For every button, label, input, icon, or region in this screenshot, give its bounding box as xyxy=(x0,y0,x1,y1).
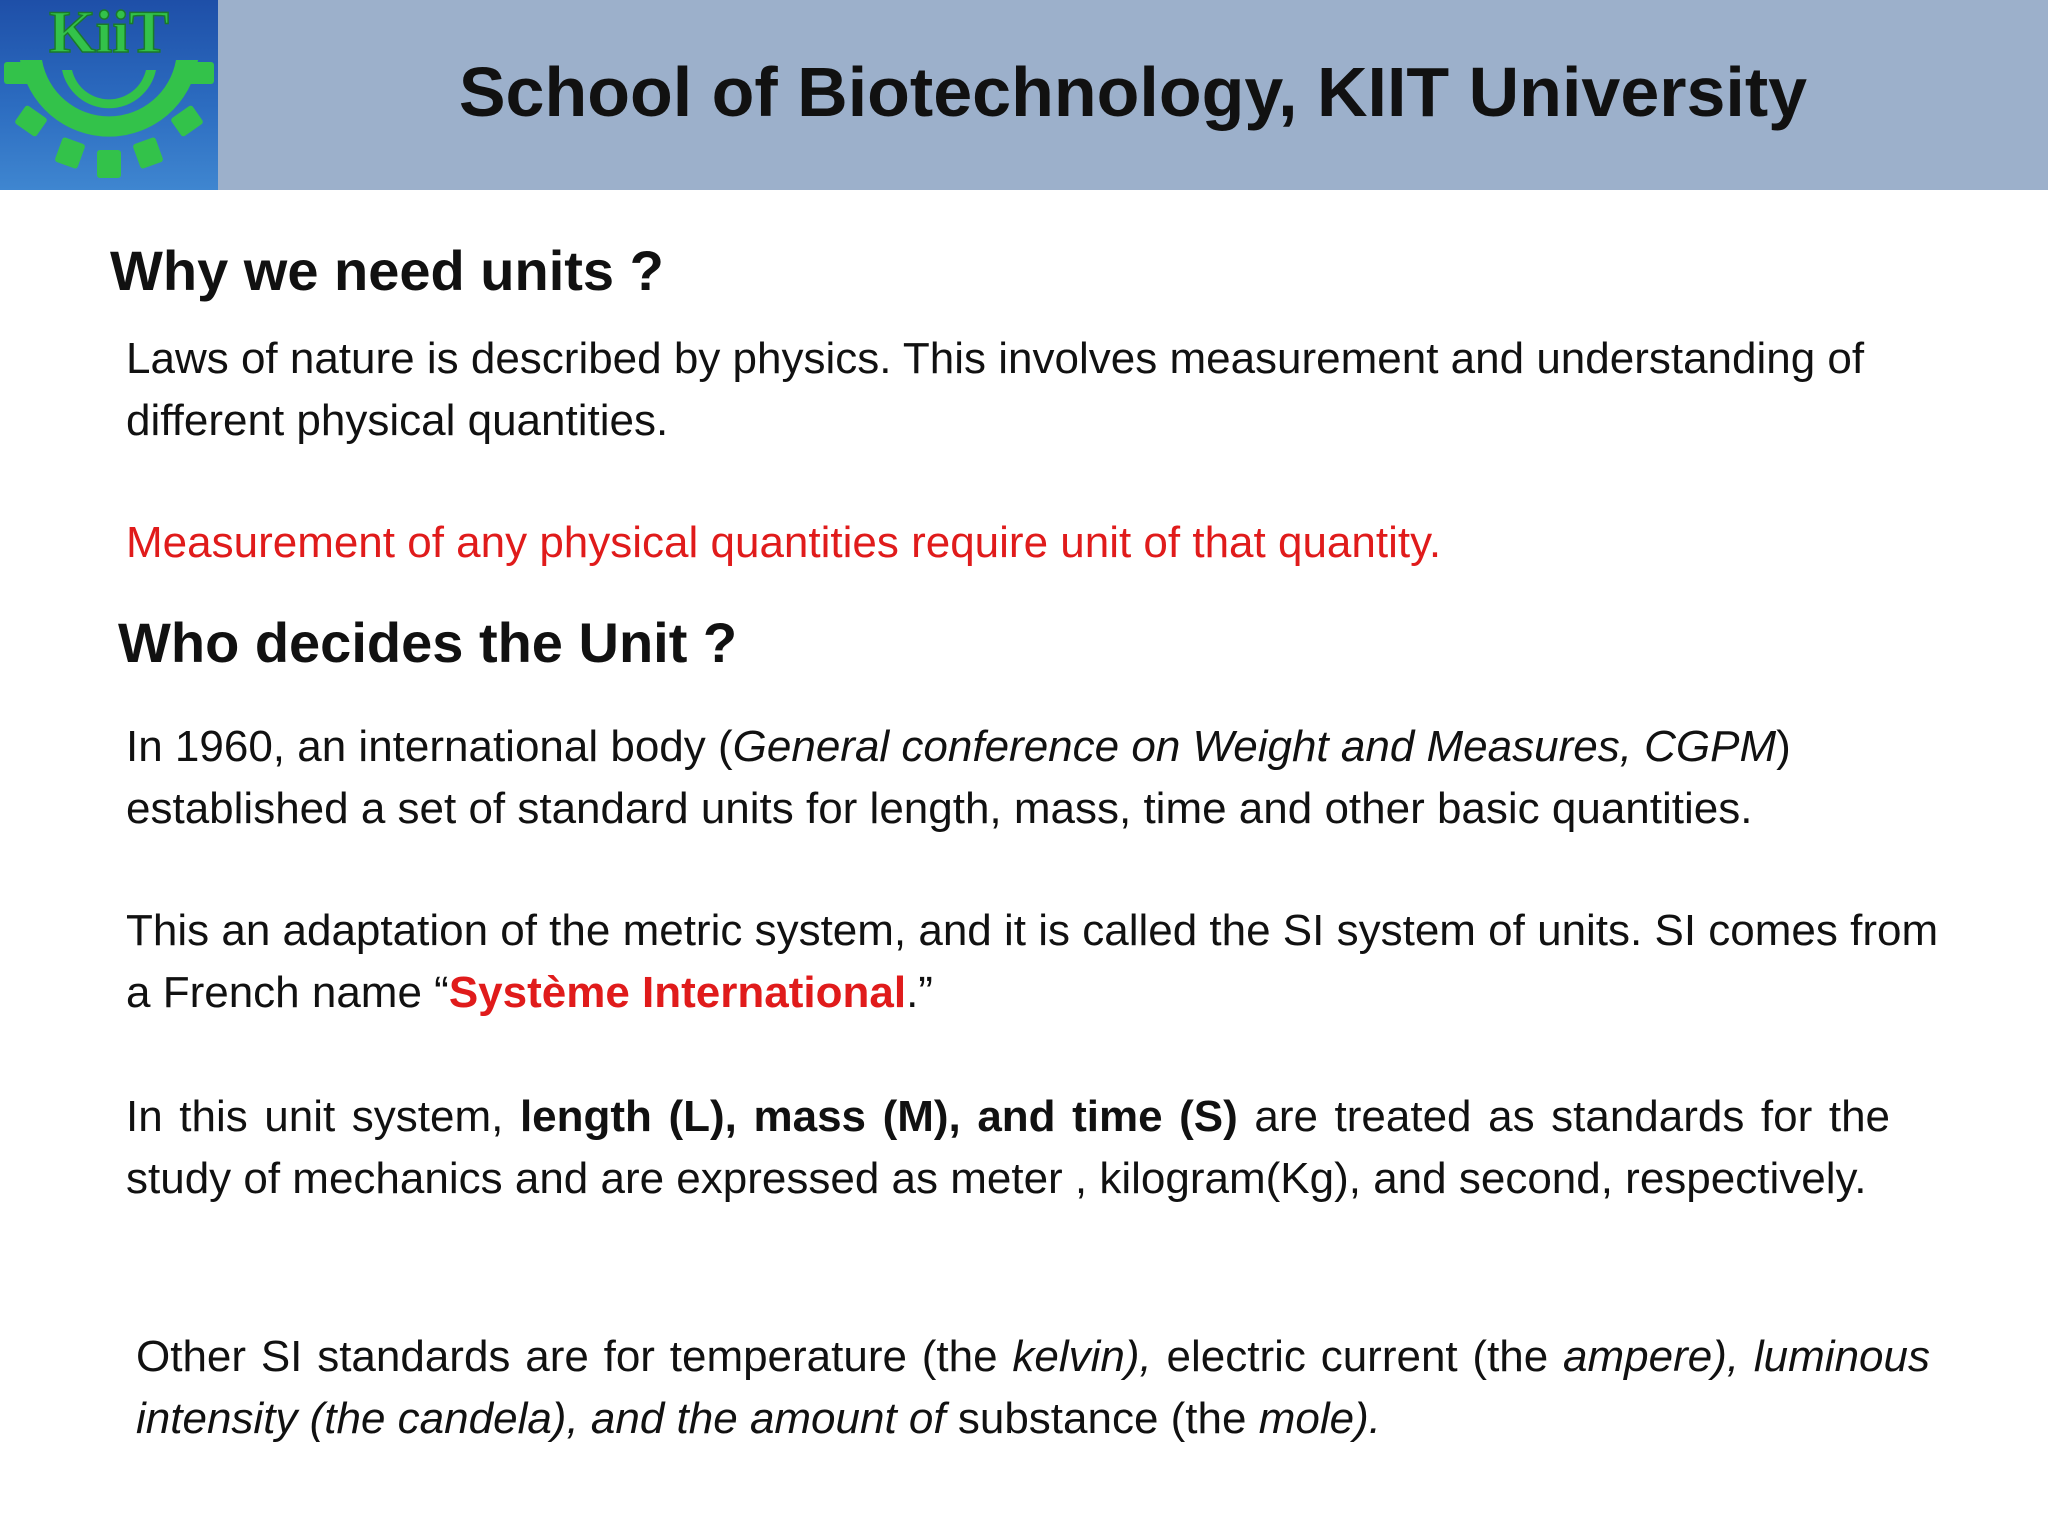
paragraph-cgpm xyxy=(126,716,1946,840)
logo-text: KiiT xyxy=(48,0,170,65)
text-segment: In this unit system, xyxy=(126,1092,520,1141)
text-segment: substance (the xyxy=(945,1394,1259,1443)
paragraph-laws-of-nature: Laws of nature is described by physics. This involves measurement and understanding of different physical quantities. xyxy=(126,334,1865,445)
slide-header xyxy=(0,0,2048,190)
heading-who-decides: Who decides the Unit ? xyxy=(118,611,738,674)
text-segment: electric current (the xyxy=(1151,1332,1564,1381)
paragraph-si-system xyxy=(126,900,1946,1024)
kelvin-italic: kelvin), xyxy=(1012,1332,1152,1381)
ampere-candela-italic: ampere), luminous intensity (the candela), and the amount of xyxy=(136,1332,1930,1443)
text-segment: ) established a set of standard units for length, mass, time and other basic quantities. xyxy=(126,722,1791,833)
paragraph-other-si-standards xyxy=(136,1326,1930,1450)
gear-emblem-icon xyxy=(0,0,218,190)
page-title: School of Biotechnology, KIIT University xyxy=(458,53,1808,131)
text-segment: This an adaptation of the metric system, and it is called the SI system of units. SI comes from a French name “ xyxy=(126,906,1939,1017)
systeme-international-highlight: Système International xyxy=(448,968,907,1017)
text-segment: In 1960, an international body ( xyxy=(126,722,733,771)
text-segment: Other SI standards are for temperature (the xyxy=(136,1332,1013,1381)
paragraph-measurement-note: Measurement of any physical quantities require unit of that quantity. xyxy=(126,518,1442,567)
cgpm-name: General conference on Weight and Measures, CGPM xyxy=(732,722,1777,771)
text-segment: .” xyxy=(906,968,933,1017)
kiit-logo xyxy=(0,0,218,190)
text-segment: are treated as standards for the study of mechanics and are expressed as meter , kilogram(Kg), and second, respectively. xyxy=(126,1092,1891,1203)
base-quantities-bold: length (L), mass (M), and time (S) xyxy=(519,1092,1238,1141)
heading-why-units: Why we need units ? xyxy=(110,239,664,302)
paragraph-base-units xyxy=(126,1086,1890,1210)
mole-italic: mole). xyxy=(1258,1394,1381,1443)
